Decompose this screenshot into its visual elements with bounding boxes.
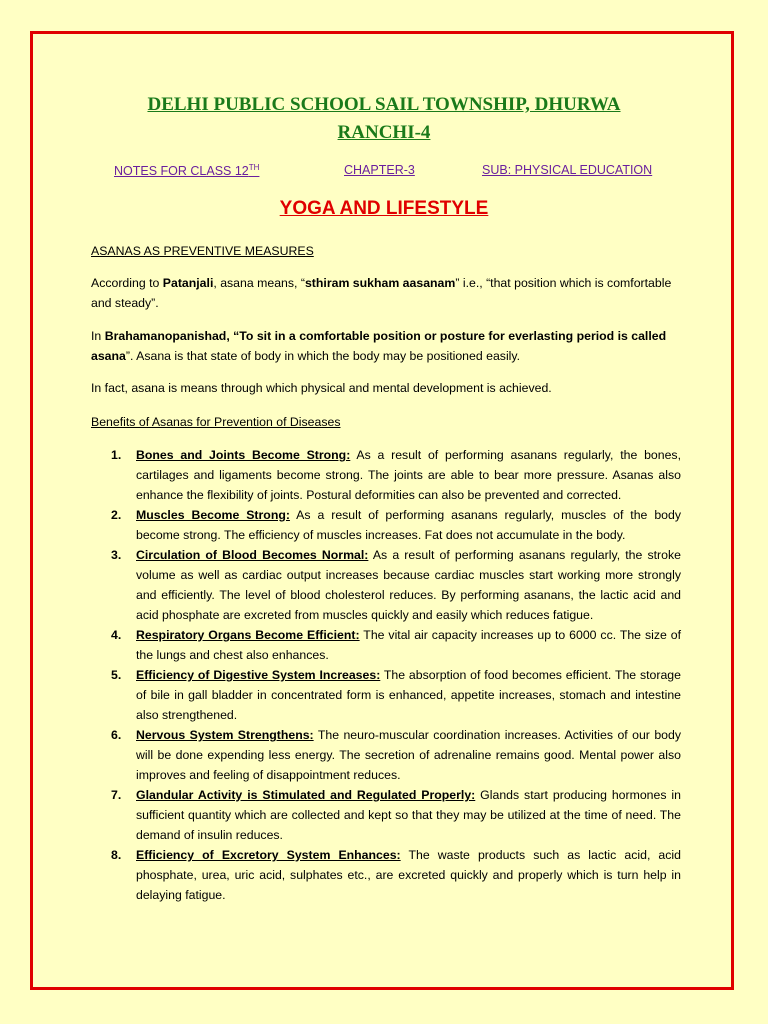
list-item: 8. Efficiency of Excretory System Enhances: The waste products such as lactic acid, acid phosphate, urea, uric acid, sulphates etc., are excreted quickly and properly which is turn help in delaying fatigue. [111, 848, 681, 902]
list-item: 2. Muscles Become Strong: As a result of performing asanans regularly, muscles of the body become strong. The efficiency of muscles increases. Fat does not accumulate in the body. [111, 508, 681, 542]
list-item: 5. Efficiency of Digestive System Increases: The absorption of food becomes efficient. The storage of bile in gall bladder in concentrated form is enhanced, appetite increases, stomach and intestine also strengthened. [111, 668, 681, 722]
paragraph-patanjali: According to Patanjali, asana means, “sthiram sukham aasanam” i.e., “that position which is comfortable and steady”. [91, 276, 672, 310]
paragraph-asana-means: In fact, asana is means through which physical and mental development is achieved. [91, 381, 552, 395]
page-title: YOGA AND LIFESTYLE [279, 198, 489, 219]
list-item: 3. Circulation of Blood Becomes Normal: As a result of performing asanans regularly, the stroke volume as well as cardiac output increases because cardiac muscles start working more strongly and efficiently. The level of blood cholesterol reduces. By performing asanans, the lactic acid and acid phosphate are excreted from muscles quickly and easily which reduces fatigue. [111, 548, 681, 622]
paragraph-brahamanopanishad: In Brahamanopanishad, “To sit in a comfortable position or posture for everlasting period is called asana”. Asana is that state of body in which the body may be positioned easily. [91, 329, 667, 363]
list-item: 4. Respiratory Organs Become Efficient: The vital air capacity increases up to 6000 cc. The size of the lungs and chest also enhances. [111, 628, 681, 662]
school-name-line2: RANCHI-4 [337, 122, 431, 143]
benefits-heading: Benefits of Asanas for Prevention of Diseases [91, 415, 341, 429]
benefits-list [91, 445, 681, 905]
notes-class: NOTES FOR CLASS 12TH [114, 163, 260, 179]
list-item: 1. Bones and Joints Become Strong: As a result of performing asanans regularly, the bones, cartilages and ligaments become strong. The joints are able to bear more pressure. Asanas also enhance the flexibility of joints. Postural deformities can also be prevented and corrected. [111, 448, 681, 502]
section-heading: ASANAS AS PREVENTIVE MEASURES [91, 244, 314, 258]
subject-label: SUB: PHYSICAL EDUCATION [482, 163, 653, 177]
list-item: 6. Nervous System Strengthens: The neuro-muscular coordination increases. Activities of our body will be done expending less energy. The secretion of adrenaline remains good. Mental power also improves and feeling of disappointment reduces. [111, 728, 681, 782]
chapter-label: CHAPTER-3 [344, 163, 415, 177]
school-name-line1: DELHI PUBLIC SCHOOL SAIL TOWNSHIP, DHURWA [147, 94, 621, 115]
list-item: 7. Glandular Activity is Stimulated and Regulated Properly: Glands start producing hormones in sufficient quantity which are collected and kept so that they may be utilized at the time of need. The demand of insulin reduces. [111, 788, 681, 842]
